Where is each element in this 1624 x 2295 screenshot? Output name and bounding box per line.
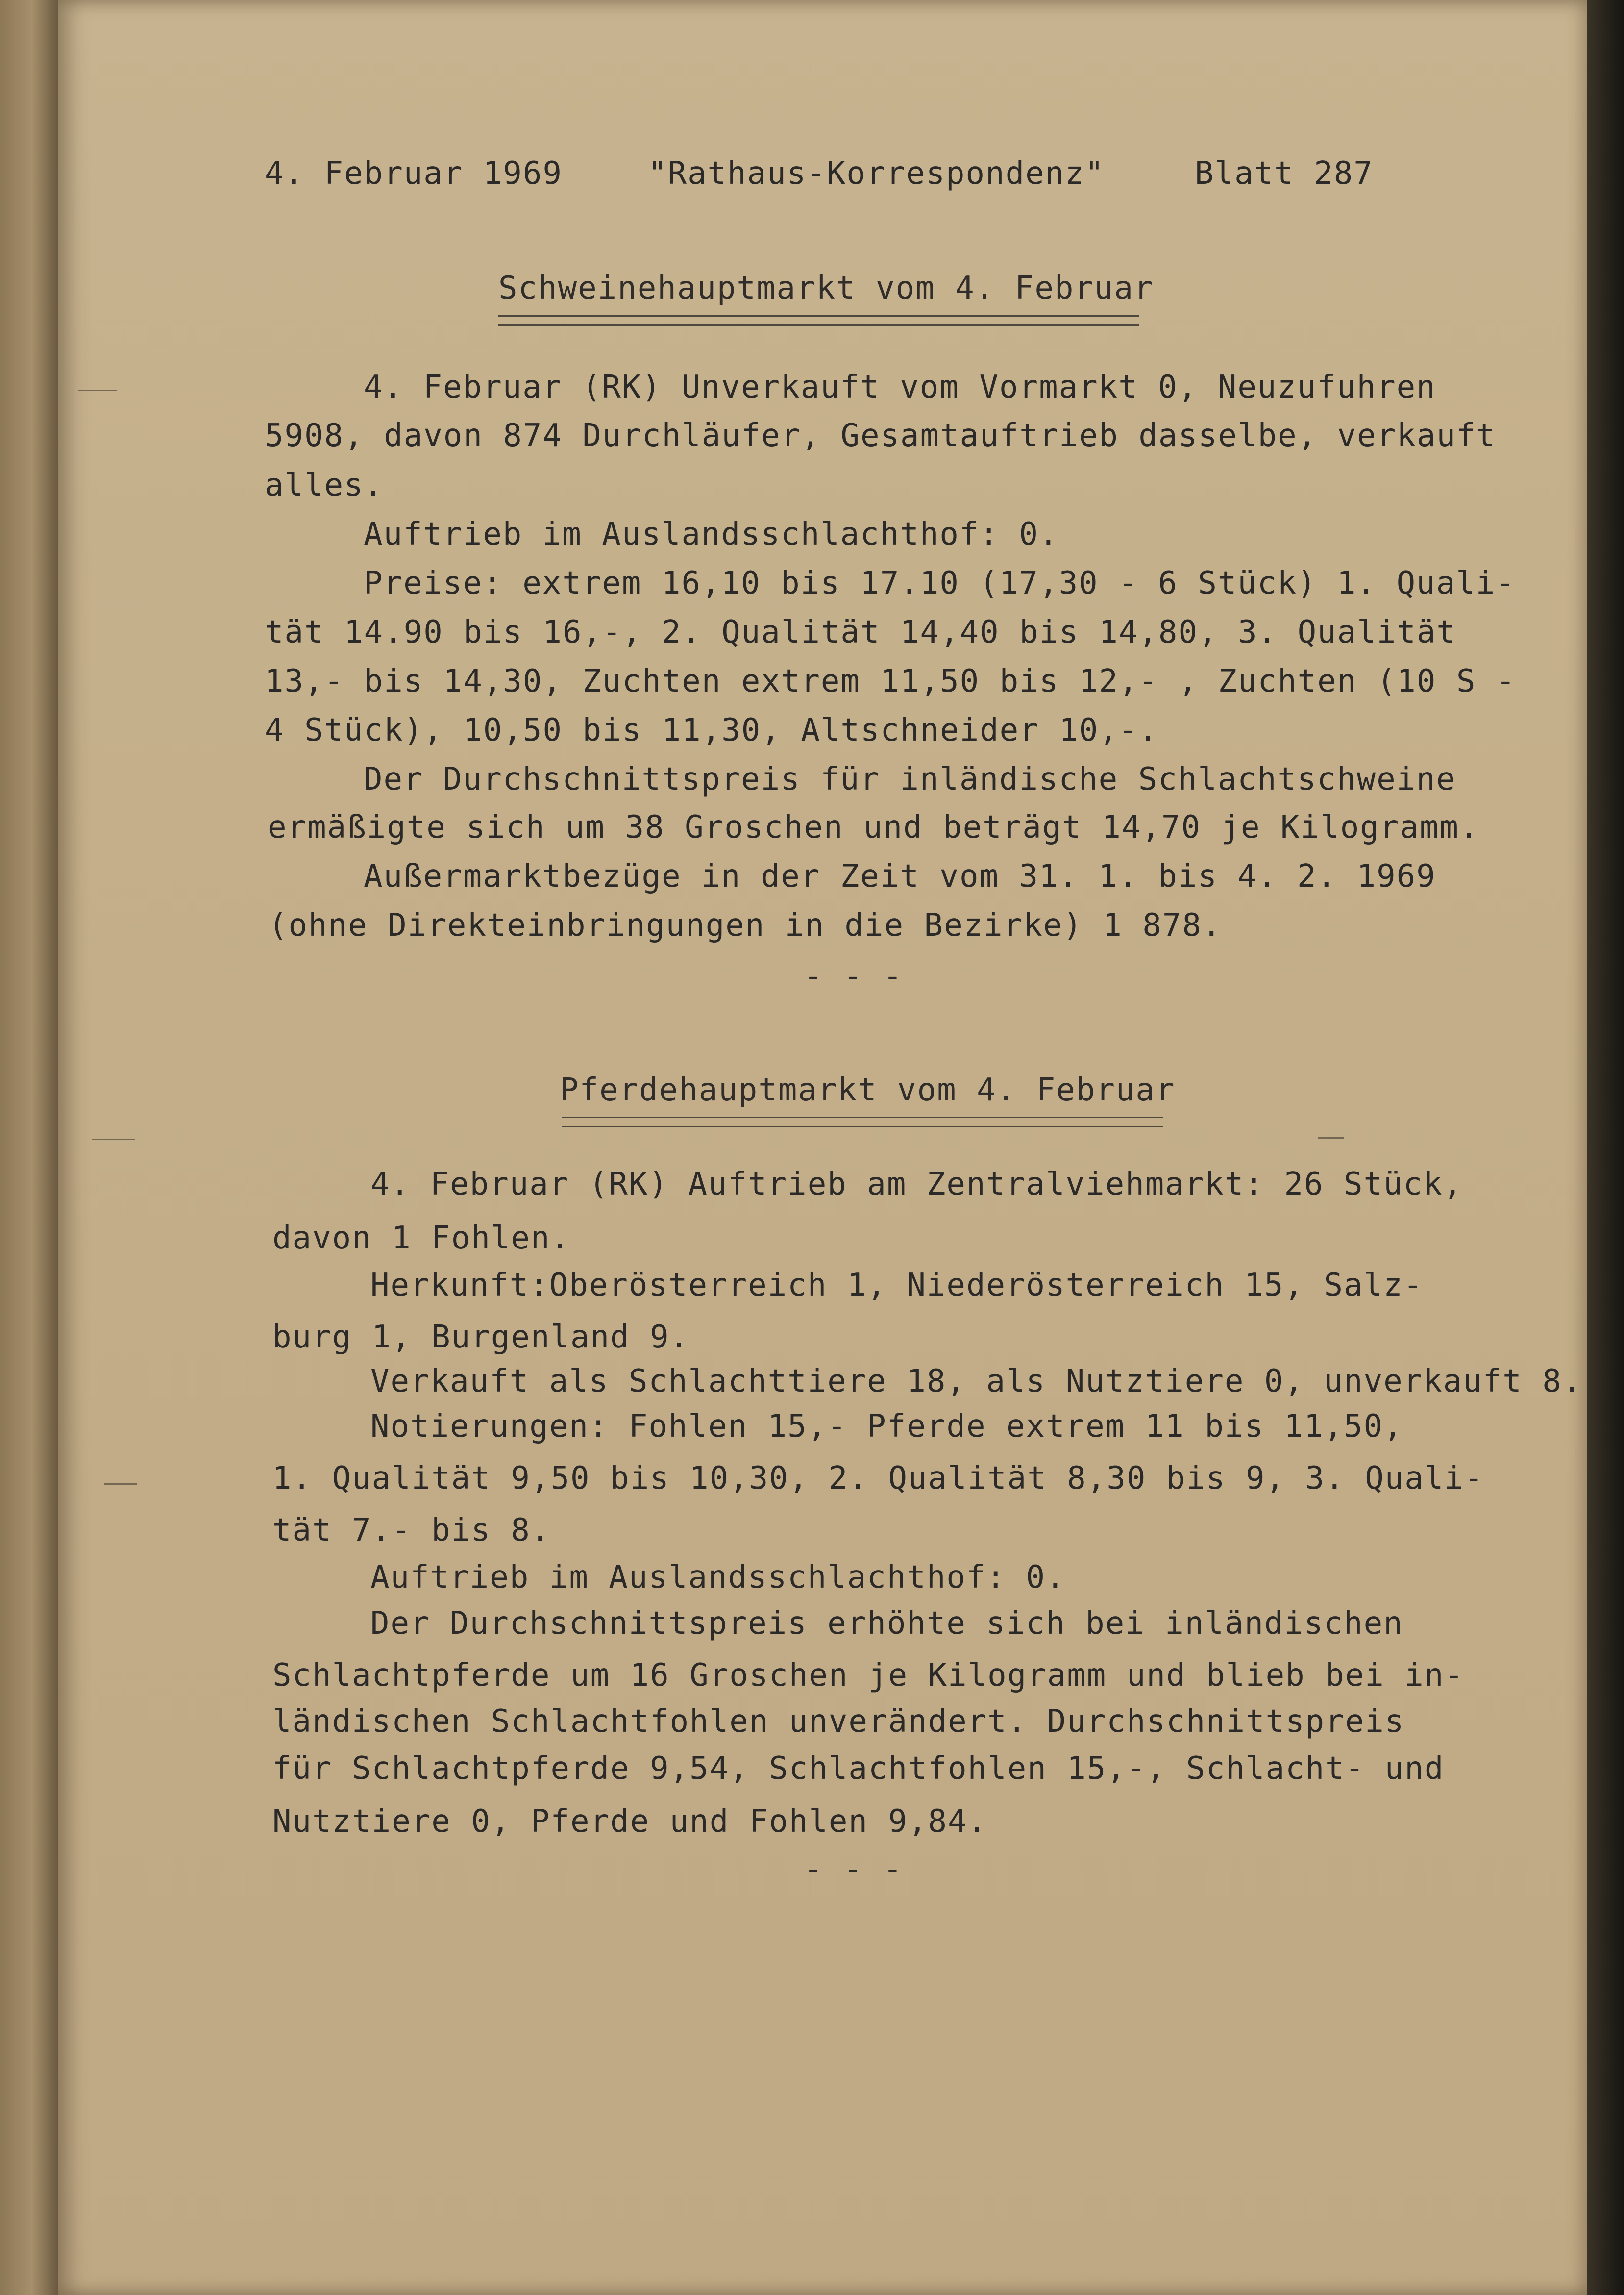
section1-line: 5908, davon 874 Durchläufer, Gesamtauftrieb dasselbe, verkauft	[265, 418, 1496, 454]
section1-line: Auftrieb im Auslandsschlachthof: 0.	[364, 516, 1059, 552]
section2-line: 1. Qualität 9,50 bis 10,30, 2. Qualität 8,30 bis 9, 3. Quali-	[272, 1460, 1484, 1497]
section2-line: burg 1, Burgenland 9.	[272, 1319, 690, 1355]
header-publication: "Rathaus-Korrespondenz"	[648, 155, 1105, 192]
section1-line: Preise: extrem 16,10 bis 17.10 (17,30 - 6 Stück) 1. Quali-	[364, 565, 1516, 601]
section1-line: 4 Stück), 10,50 bis 11,30, Altschneider 10,-.	[265, 712, 1158, 748]
header-sheet-number: Blatt 287	[1195, 155, 1374, 192]
margin-mark	[92, 1139, 135, 1140]
margin-mark	[1318, 1137, 1344, 1139]
previous-page-edge	[0, 0, 58, 2295]
section2-line: Herkunft:Oberösterreich 1, Niederösterreich 15, Salz-	[370, 1267, 1424, 1303]
section2-line: Schlachtpferde um 16 Groschen je Kilogramm und blieb bei in-	[272, 1657, 1464, 1694]
margin-mark	[104, 1483, 137, 1485]
section2-line: 4. Februar (RK) Auftrieb am Zentralviehmarkt: 26 Stück,	[370, 1166, 1463, 1202]
section1-separator: - - -	[804, 958, 903, 995]
section2-line: Notierungen: Fohlen 15,- Pferde extrem 11 bis 11,50,	[370, 1408, 1403, 1445]
section1-line: Der Durchschnittspreis für inländische Schlachtschweine	[364, 761, 1456, 798]
section2-line: Der Durchschnittspreis erhöhte sich bei inländischen	[370, 1605, 1403, 1642]
binding-edge	[1587, 0, 1624, 2295]
section1-line: tät 14.90 bis 16,-, 2. Qualität 14,40 bis 14,80, 3. Qualität	[265, 614, 1456, 650]
section2-separator: - - -	[804, 1851, 903, 1888]
section2-line: Auftrieb im Auslandsschlachthof: 0.	[370, 1559, 1066, 1596]
header-date: 4. Februar 1969	[265, 155, 563, 192]
section1-line: 4. Februar (RK) Unverkauft vom Vormarkt 0, Neuzufuhren	[364, 369, 1436, 405]
section2-line: davon 1 Fohlen.	[272, 1220, 570, 1256]
paper-sheet	[58, 0, 1587, 2295]
section2-line: ländischen Schlachtfohlen unverändert. Durchschnittspreis	[272, 1703, 1405, 1740]
section1-line: (ohne Direkteinbringungen in die Bezirke) 1 878.	[269, 907, 1222, 944]
section2-line: Nutztiere 0, Pferde und Fohlen 9,84.	[272, 1803, 988, 1840]
section1-title-underline	[498, 315, 1139, 326]
margin-mark	[78, 390, 117, 391]
section2-line: für Schlachtpferde 9,54, Schlachtfohlen 15,-, Schlacht- und	[272, 1750, 1445, 1787]
section2-line: tät 7.- bis 8.	[272, 1512, 551, 1548]
section1-line: alles.	[265, 467, 384, 503]
section2-line: Verkauft als Schlachttiere 18, als Nutztiere 0, unverkauft 8.	[370, 1363, 1582, 1399]
section2-title: Pferdehauptmarkt vom 4. Februar	[560, 1072, 1176, 1108]
section1-line: ermäßigte sich um 38 Groschen und beträgt 14,70 je Kilogramm.	[268, 809, 1479, 846]
section1-line: Außermarktbezüge in der Zeit vom 31. 1. bis 4. 2. 1969	[364, 858, 1436, 895]
section1-line: 13,- bis 14,30, Zuchten extrem 11,50 bis 12,- , Zuchten (10 S -	[265, 663, 1516, 699]
section1-title: Schweinehauptmarkt vom 4. Februar	[498, 270, 1154, 306]
section2-title-underline	[562, 1117, 1163, 1127]
